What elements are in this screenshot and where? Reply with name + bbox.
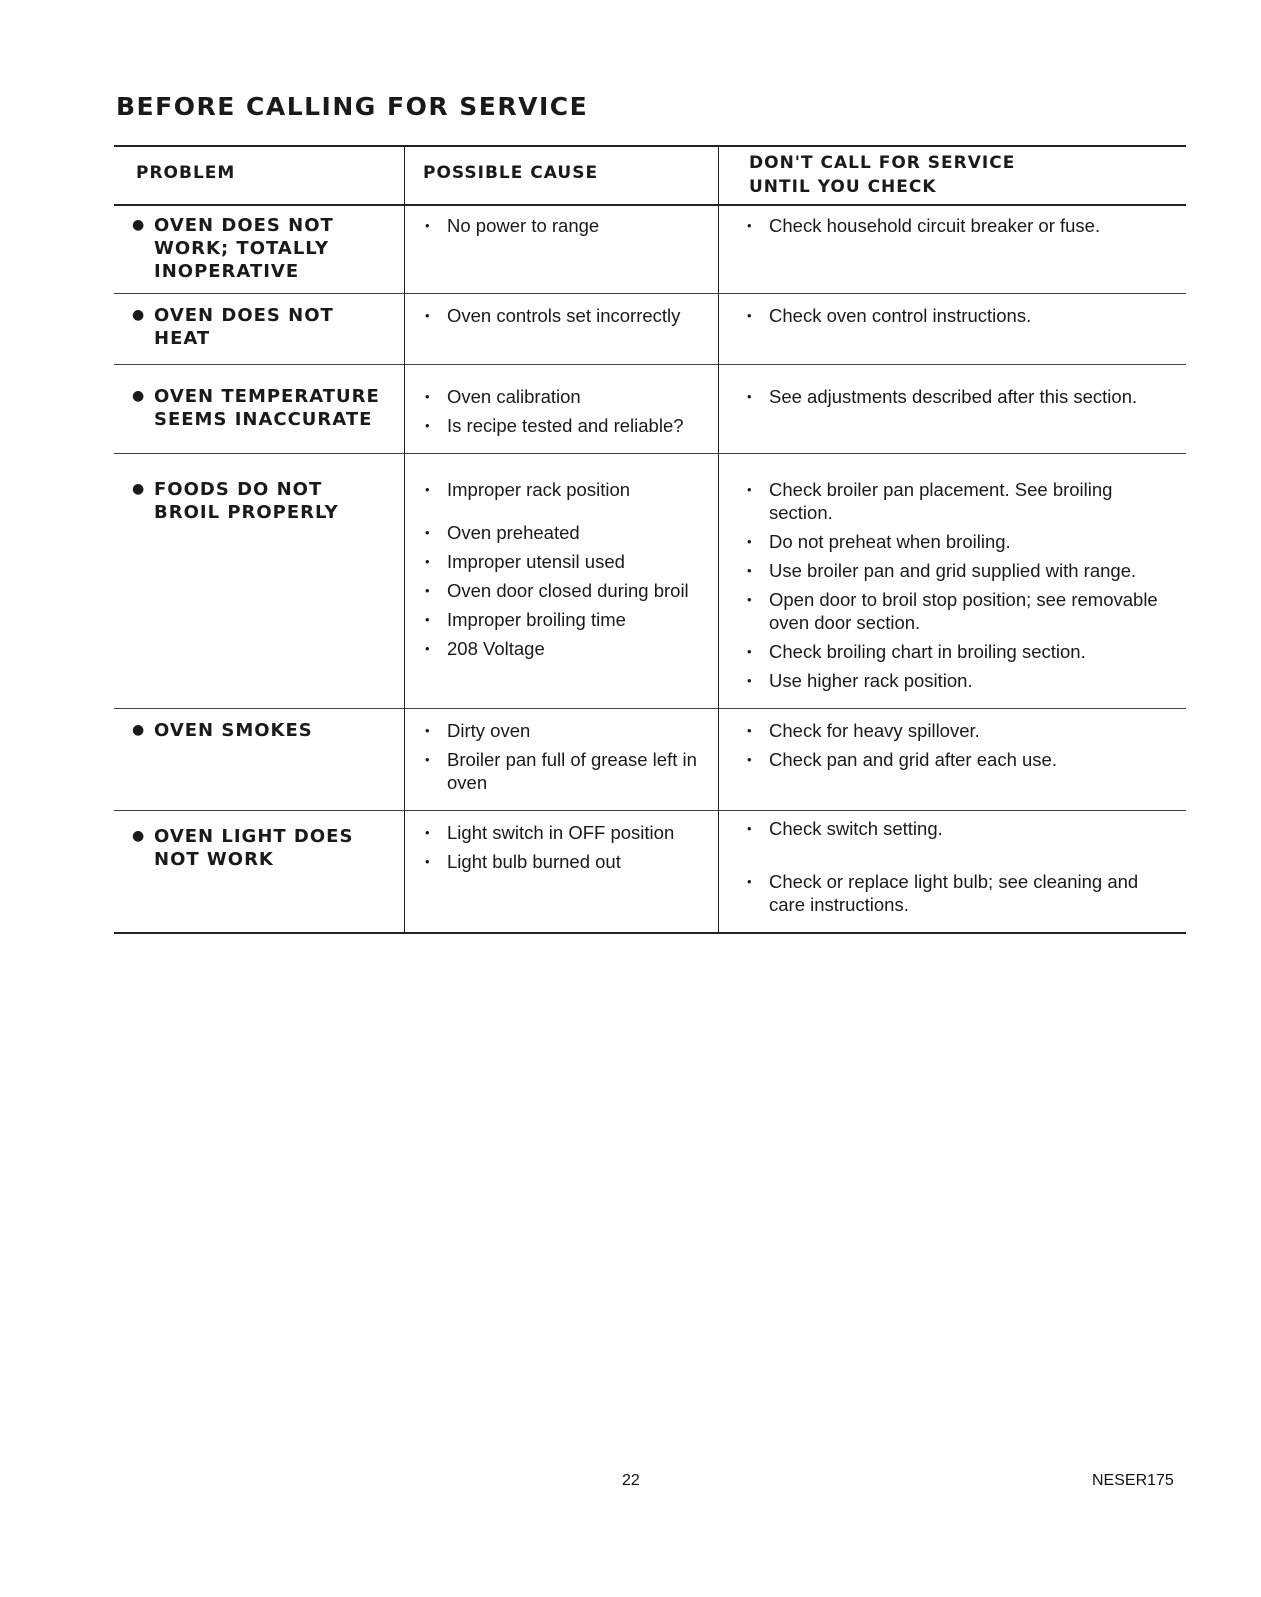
bullet-icon: •: [425, 723, 430, 738]
bullet-icon: •: [747, 673, 752, 688]
header-check-line2: UNTIL YOU CHECK: [749, 177, 937, 197]
bullet-icon: ●: [132, 217, 146, 233]
list-item: • Oven door closed during broil: [425, 580, 689, 601]
problem-text: OVEN TEMPERATURE SEEMS INACCURATE: [154, 386, 380, 430]
problem-text: OVEN LIGHT DOES NOT WORK: [154, 826, 354, 870]
list-item: • Improper rack position: [425, 479, 631, 500]
list-item: • Oven preheated: [425, 522, 580, 543]
bullet-icon: •: [747, 752, 752, 767]
list-item: • Check household circuit breaker or fuse.: [747, 215, 1101, 236]
list-item: • Broiler pan full of grease left in oven: [425, 749, 697, 793]
page-title: BEFORE CALLING FOR SERVICE: [116, 92, 589, 121]
list-item: • Light bulb burned out: [425, 851, 621, 872]
header-possible-cause: POSSIBLE CAUSE: [404, 147, 718, 206]
problem-text: OVEN SMOKES: [154, 720, 313, 741]
list-item: • 208 Voltage: [425, 638, 545, 659]
list-item: • No power to range: [425, 215, 600, 236]
bullet-icon: •: [425, 389, 430, 404]
problem-text: OVEN DOES NOT HEAT: [154, 305, 334, 349]
header-check: [718, 147, 1186, 206]
bullet-icon: ●: [132, 388, 146, 404]
bullet-icon: •: [425, 418, 430, 433]
list-item: • Use broiler pan and grid supplied with range.: [747, 560, 1137, 581]
bullet-icon: •: [747, 821, 752, 836]
problem-cell: [114, 206, 404, 294]
cause-cell: [404, 454, 718, 709]
bullet-icon: •: [425, 554, 430, 569]
check-cell: [718, 294, 1186, 365]
bullet-icon: •: [425, 525, 430, 540]
bullet-icon: •: [425, 641, 430, 656]
list-item: • Oven controls set incorrectly: [425, 305, 681, 326]
check-cell: [718, 811, 1186, 934]
header-check-line1: DON'T CALL FOR SERVICE: [749, 153, 1016, 173]
bullet-icon: ●: [132, 307, 146, 323]
problem-cell: [114, 365, 404, 454]
bullet-icon: •: [747, 534, 752, 549]
bullet-icon: •: [425, 583, 430, 598]
list-item: • Check for heavy spillover.: [747, 720, 980, 741]
bullet-icon: ●: [132, 828, 146, 844]
list-item: • Check switch setting.: [747, 818, 943, 839]
bullet-icon: ●: [132, 722, 146, 738]
bullet-icon: •: [425, 825, 430, 840]
bullet-icon: •: [747, 592, 752, 607]
bullet-icon: ●: [132, 481, 146, 497]
list-item: • Check broiler pan placement. See broiling section.: [747, 479, 1113, 523]
cause-cell: [404, 365, 718, 454]
list-item: • Improper broiling time: [425, 609, 626, 630]
problem-cell: [114, 294, 404, 365]
list-item: • Dirty oven: [425, 720, 531, 741]
bullet-icon: •: [425, 482, 430, 497]
list-item: • Do not preheat when broiling.: [747, 531, 1011, 552]
cause-cell: [404, 206, 718, 294]
bullet-icon: •: [747, 563, 752, 578]
list-item: • Check oven control instructions.: [747, 305, 1032, 326]
bullet-icon: •: [425, 854, 430, 869]
problem-cell: [114, 811, 404, 934]
troubleshooting-table: [114, 145, 1186, 934]
list-item: • Check broiling chart in broiling section.: [747, 641, 1086, 662]
check-cell: [718, 709, 1186, 811]
check-cell: [718, 365, 1186, 454]
list-item: • Open door to broil stop position; see removable oven door section.: [747, 589, 1158, 633]
problem-text: FOODS DO NOT BROIL PROPERLY: [154, 479, 339, 523]
list-item: • Oven calibration: [425, 386, 581, 407]
list-item: • Improper utensil used: [425, 551, 625, 572]
bullet-icon: •: [747, 218, 752, 233]
bullet-icon: •: [425, 612, 430, 627]
list-item: • Light switch in OFF position: [425, 822, 675, 843]
bullet-icon: •: [425, 218, 430, 233]
check-cell: [718, 206, 1186, 294]
bullet-icon: •: [425, 752, 430, 767]
list-item: • Is recipe tested and reliable?: [425, 415, 684, 436]
list-item: • Check pan and grid after each use.: [747, 749, 1057, 770]
problem-cell: [114, 709, 404, 811]
bullet-icon: •: [747, 389, 752, 404]
cause-cell: [404, 294, 718, 365]
problem-cell: [114, 454, 404, 709]
bullet-icon: •: [747, 482, 752, 497]
bullet-icon: •: [425, 308, 430, 323]
list-item: • Use higher rack position.: [747, 670, 973, 691]
bullet-icon: •: [747, 308, 752, 323]
bullet-icon: •: [747, 723, 752, 738]
document-code: NESER175: [1092, 1472, 1174, 1489]
check-cell: [718, 454, 1186, 709]
problem-text: OVEN DOES NOT WORK; TOTALLY INOPERATIVE: [154, 215, 334, 282]
page-number: 22: [622, 1472, 640, 1489]
cause-cell: [404, 709, 718, 811]
header-problem: PROBLEM: [114, 147, 404, 206]
bullet-icon: •: [747, 644, 752, 659]
bullet-icon: •: [747, 874, 752, 889]
list-item: • Check or replace light bulb; see cleaning and care instructions.: [747, 871, 1139, 915]
cause-cell: [404, 811, 718, 934]
list-item: • See adjustments described after this section.: [747, 386, 1138, 407]
